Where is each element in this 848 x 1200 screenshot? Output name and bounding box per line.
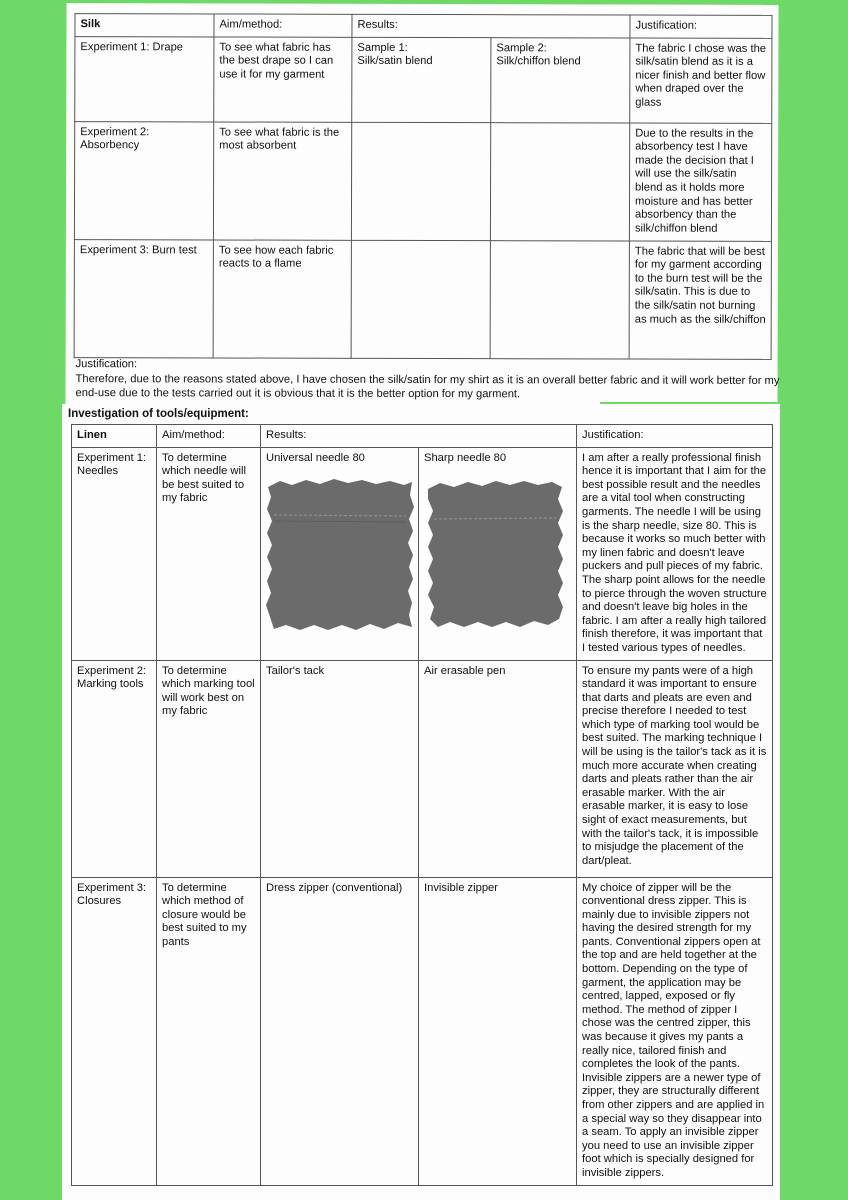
result-cell: Tailor's tack xyxy=(261,660,419,877)
linen-header: Linen xyxy=(72,425,157,448)
section-heading: Investigation of tools/equipment: xyxy=(68,408,249,420)
aim-header: Aim/method: xyxy=(214,14,352,37)
table-header-row xyxy=(75,14,772,38)
aim-cell: To see what fabric is the most absorbent xyxy=(213,122,351,240)
table-row xyxy=(72,660,773,877)
justification-header: Justification: xyxy=(630,15,772,38)
result-cell xyxy=(490,240,629,358)
experiment-cell: Experiment 3: Burn test xyxy=(74,239,213,357)
linen-worksheet xyxy=(62,404,780,1200)
table-row xyxy=(74,239,771,359)
fabric-swatch-universal-icon xyxy=(266,479,414,631)
linen-test-table xyxy=(71,424,773,1186)
justification-cell: I am after a really professional finish hence it is important that I aim for the best possible result and the needles are a vital tool when constructing garments. The needle I will be using is the sharp needle, size 80. This is because it works so much better with my linen fabric and doesn't leave puckers and pull pieces of my fabric. The sharp point allows for the needle to pierce through the woven structure and doesn't leave big holes in the fabric. I am after a really high tailored finish therefore, it was important that I tested various types of needles. xyxy=(577,447,773,660)
justification-paragraph xyxy=(75,357,785,402)
result-cell xyxy=(351,122,490,240)
results-header: Results: xyxy=(261,425,577,448)
experiment-cell: Experiment 2: Marking tools xyxy=(72,660,157,877)
experiment-cell: Experiment 1: Drape xyxy=(75,36,214,121)
experiment-cell: Experiment 2: Absorbency xyxy=(74,121,213,239)
aim-header: Aim/method: xyxy=(157,425,261,448)
justification-cell: The fabric that will be best for my garment according to the burn test will be the silk/satin. This is due to the silk/satin not burning as much as the silk/chiffon xyxy=(629,241,771,359)
experiment-cell: Experiment 3: Closures xyxy=(72,877,157,1185)
table-row xyxy=(72,447,773,660)
aim-cell: To determine which method of closure would be best suited to my pants xyxy=(157,877,261,1185)
justification-text: Therefore, due to the reasons stated above, I have chosen the silk/satin for my shirt as it is an overall better fabric and it will work better for my end-use due to the tests carried out it is obvious that it is the better option for my garment. xyxy=(75,372,780,401)
silk-test-table xyxy=(74,13,773,359)
justification-cell: The fabric I chose was the silk/satin blend as it is a nicer finish and better flow when draped over the glass xyxy=(630,38,772,123)
silk-worksheet xyxy=(65,3,778,413)
result-cell xyxy=(419,447,577,660)
justification-cell: Due to the results in the absorbency test I have made the decision that I will use the silk/satin blend as it holds more moisture and has better absorbency than the silk/chiffon blend xyxy=(629,123,771,241)
table-header-row xyxy=(72,425,773,448)
justification-label: Justification: xyxy=(75,358,138,371)
aim-cell: To see how each fabric reacts to a flame xyxy=(213,240,351,358)
result-cell xyxy=(261,447,419,660)
table-row xyxy=(74,121,771,241)
result-cell: Air erasable pen xyxy=(419,660,577,877)
result-cell xyxy=(351,240,490,358)
results-header: Results: xyxy=(352,14,630,37)
result-cell: Invisible zipper xyxy=(419,877,577,1185)
aim-cell: To determine which needle will be best suited to my fabric xyxy=(157,447,261,660)
result-cell: Sample 1: Silk/satin blend xyxy=(352,37,491,122)
fabric-swatch-sharp-icon xyxy=(424,479,564,631)
result-label: Universal needle 80 xyxy=(266,451,365,464)
aim-cell: To determine which marking tool will work best on my fabric xyxy=(157,660,261,877)
result-cell: Sample 2: Silk/chiffon blend xyxy=(491,37,630,122)
justification-cell: To ensure my pants were of a high standard it was important to ensure that darts and pleats are even and precise therefore I needed to test which type of marking tool would be best suited. The marking technique I will be using is the tailor's tack as it is much more accurate when creating darts and pleats rather than the air erasable marker. With the air erasable marker, it is easy to lose sight of exact measurements, but with the tailor's tack, it is impossible to misjudge the placement of the dart/pleat. xyxy=(577,660,773,877)
experiment-cell: Experiment 1: Needles xyxy=(72,447,157,660)
result-cell xyxy=(490,122,629,240)
result-label: Sharp needle 80 xyxy=(424,451,507,464)
result-cell: Dress zipper (conventional) xyxy=(261,877,419,1185)
aim-cell: To see what fabric has the best drape so I can use it for my garment xyxy=(214,37,352,122)
justification-header: Justification: xyxy=(577,425,773,448)
justification-cell: My choice of zipper will be the conventional dress zipper. This is mainly due to invisible zippers not having the desired strength for my pants. Conventional zippers open at the top and are held together at the bottom. Depending on the type of garment, the application may be centred, lapped, exposed or fly method. The method of zipper I chose was the centred zipper, this was because it gives my pants a really nice, tailored finish and completes the look of the pants. Invisible zippers are a newer type of zipper, they are structurally different from other zippers and are applied in a special way so they disappear into a seam. To apply an invisible zipper you need to use an invisible zipper foot which is specially designed for invisible zippers. xyxy=(577,877,773,1185)
table-row xyxy=(72,877,773,1185)
silk-header: Silk xyxy=(75,14,214,37)
table-row xyxy=(75,36,772,123)
